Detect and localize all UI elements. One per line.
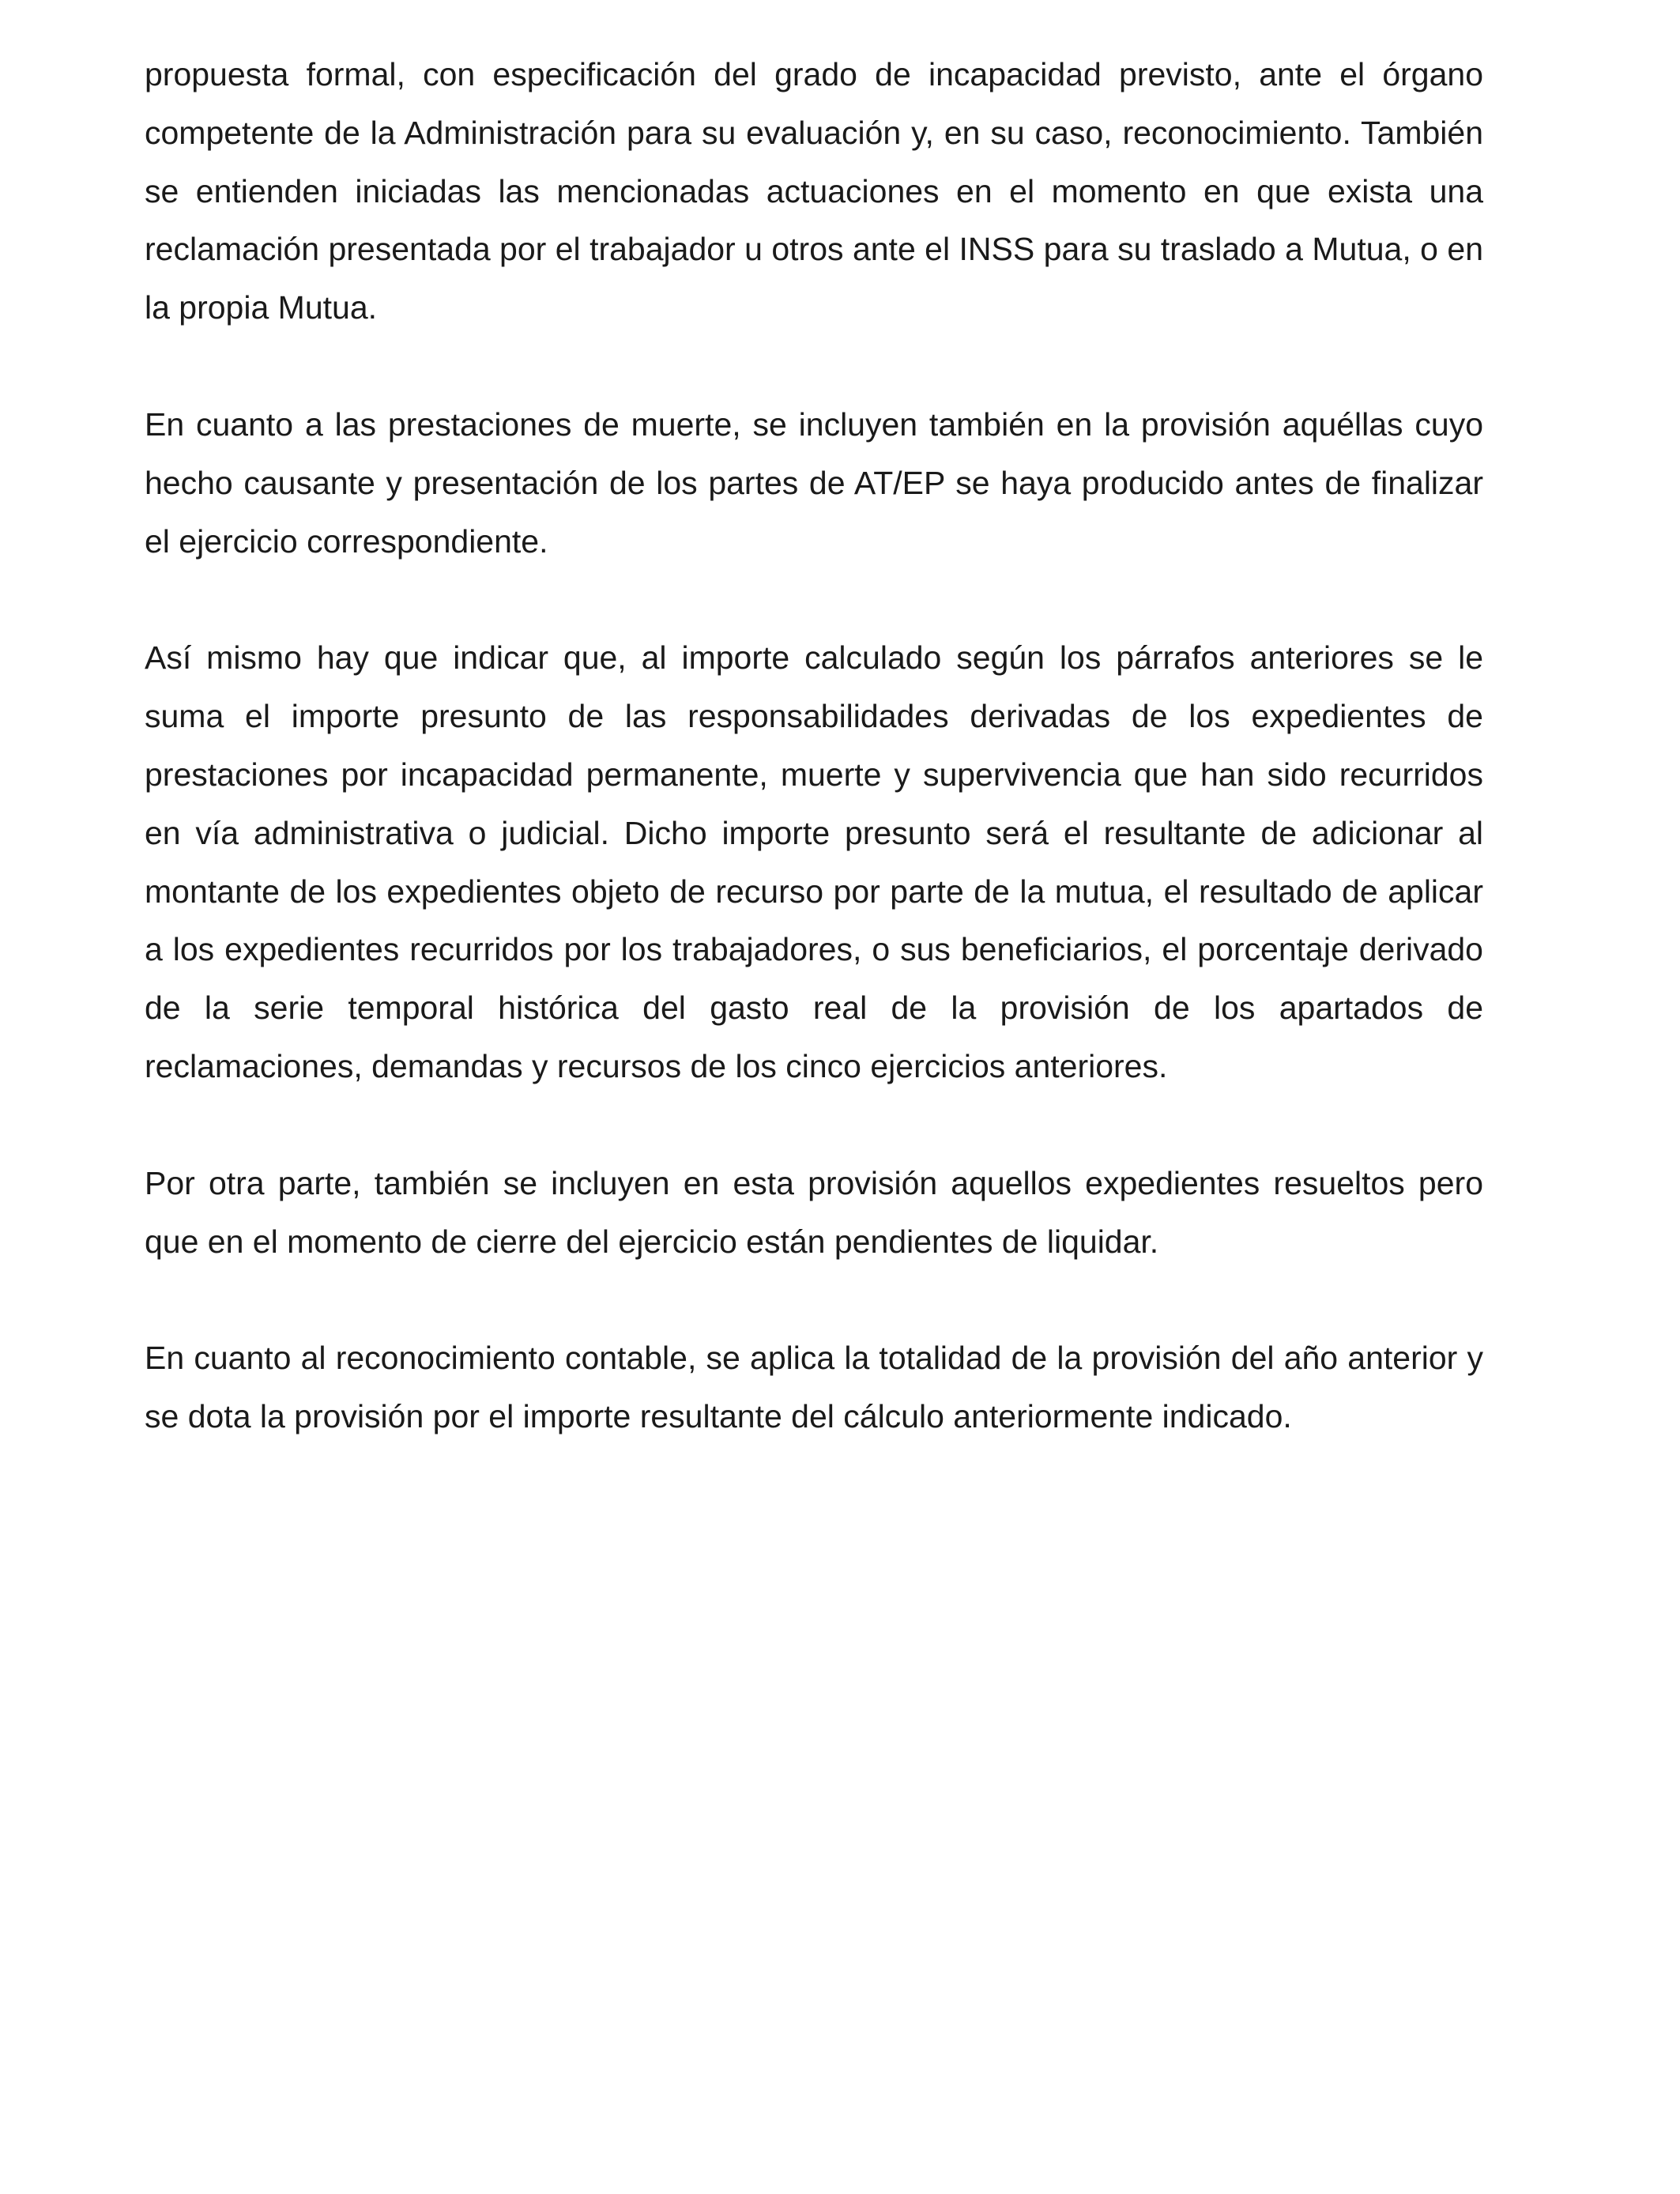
paragraph-3: Así mismo hay que indicar que, al importe calculado según los párrafos anteriores se le suma el importe presunto de las responsabilidades derivadas de los expedientes de prestaciones por incapacidad permanente, muerte y supervivencia que han sido recurridos en vía administrativa o judicial. Dicho importe presunto será el resultante de adicionar al montante de los expedientes objeto de recurso por parte de la mutua, el resultado de aplicar a los expedientes recurridos por los trabajadores, o sus beneficiarios, el porcentaje derivado de la serie temporal histórica del gasto real de la provisión de los apartados de reclamaciones, demandas y recursos de los cinco ejercicios anteriores. (145, 639, 1483, 1084)
paragraph-2: En cuanto a las prestaciones de muerte, se incluyen también en la provisión aquéllas cuyo hecho causante y presentación de los partes de AT/EP se haya producido antes de finalizar el ejercicio correspondiente. (145, 405, 1483, 560)
paragraph-1: propuesta formal, con especificación del grado de incapacidad previsto, ante el órgano competente de la Administración para su evaluación y, en su caso, reconocimiento. También se entienden iniciadas las mencionadas actuaciones en el momento en que exista una reclamación presentada por el trabajador u otros ante el INSS para su traslado a Mutua, o en la propia Mutua. (145, 56, 1483, 326)
paragraph-5: En cuanto al reconocimiento contable, se aplica la totalidad de la provisión del año anterior y se dota la provisión por el importe resultante del cálculo anteriormente indicado. (145, 1340, 1483, 1435)
document-page (145, 46, 1483, 1505)
paragraph-4: Por otra parte, también se incluyen en esta provisión aquellos expedientes resueltos pero que en el momento de cierre del ejercicio están pendientes de liquidar. (145, 1164, 1483, 1260)
